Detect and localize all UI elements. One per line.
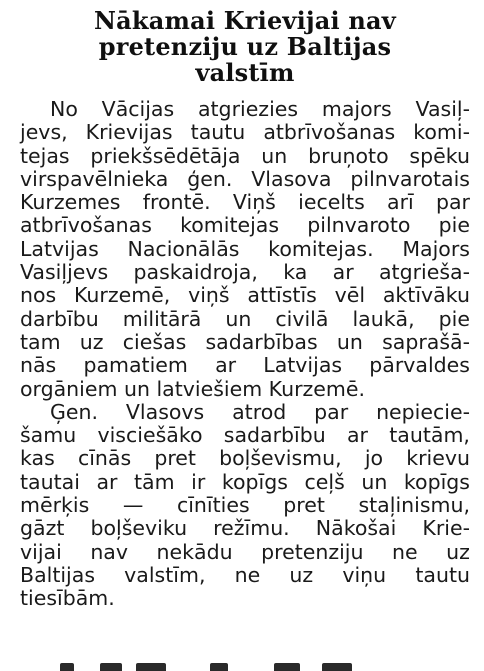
- article-paragraph: [20, 401, 470, 611]
- headline-line: Nākamai Krievijai nav: [94, 6, 396, 35]
- text-line: nos Kurzemē, viņš attīstīs vēl aktīvāku: [20, 283, 470, 308]
- text-line: tejas priekšsēdētāja un bruņoto spēku: [20, 143, 470, 168]
- text-line: tautai ar tām ir kopīgs ceļš un kopīgs: [20, 469, 470, 494]
- text-line: virspavēlnieka ģen. Vlasova pilnvarotais: [20, 166, 470, 191]
- text-line: darbību militārā un civilā laukā, pie: [20, 306, 470, 331]
- text-line: Vasiļjevs paskaidroja, ka ar atgrieša-: [20, 260, 470, 285]
- text-line: vijai nav nekādu pretenziju ne uz: [20, 539, 470, 564]
- text-line: mērķis — cīnīties pret staļinismu,: [20, 493, 470, 518]
- article-headline: [20, 8, 470, 86]
- text-line: gāzt boļševiku režīmu. Nākošai Krie-: [20, 516, 470, 541]
- text-line: Ģen. Vlasovs atrod par nepiecie-: [50, 399, 470, 424]
- article-body: [20, 98, 470, 611]
- text-line: No Vācijas atgriezies majors Vasiļ-: [50, 97, 470, 121]
- cropped-next-line: [60, 660, 420, 671]
- text-line: Latvijas Nacionālās komitejas. Majors: [20, 236, 470, 261]
- headline-line: pretenziju uz Baltijas: [98, 32, 392, 61]
- text-line: kas cīnās pret boļševismu, jo krievu: [20, 446, 470, 471]
- text-line: Baltijas valstīm, ne uz viņu tautu: [20, 562, 470, 587]
- text-line: šamu visciešāko sadarbību ar tautām,: [20, 423, 470, 448]
- headline-line: valstīm: [195, 58, 295, 87]
- text-line: tam uz ciešas sadarbības un saprašā-: [20, 329, 470, 354]
- text-line: atbrīvošanas komitejas pilnvaroto pie: [20, 213, 470, 238]
- article-paragraph: [20, 98, 470, 401]
- text-line: jevs, Krievijas tautu atbrīvošanas komi-: [20, 120, 470, 145]
- text-line: nās pamatiem ar Latvijas pārvaldes: [20, 353, 470, 378]
- text-line: orgāniem un latviešiem Kurzemē.: [20, 376, 365, 401]
- text-line: Kurzemes frontē. Viņš iecelts arī par: [20, 190, 470, 215]
- text-line: tiesībām.: [20, 586, 115, 611]
